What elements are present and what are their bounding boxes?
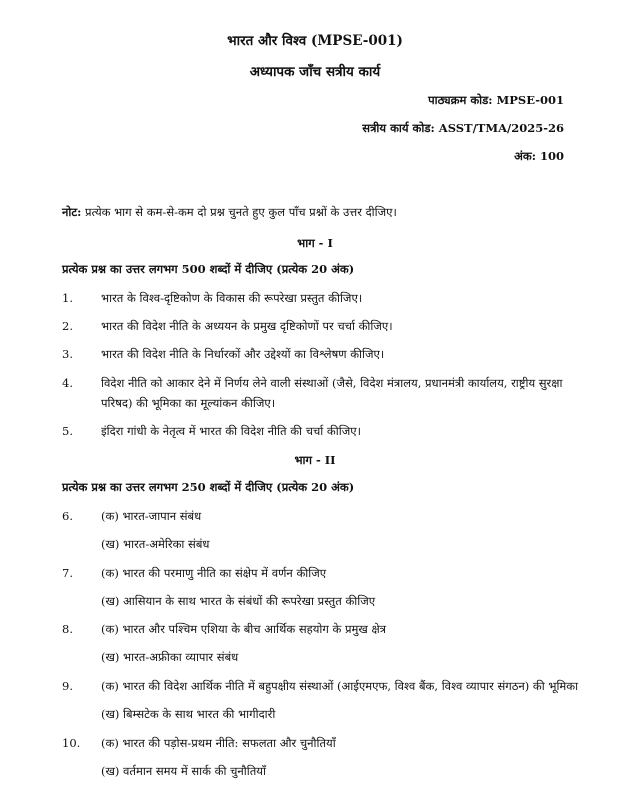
question-part-a: (क) भारत की विदेश आर्थिक नीति में बहुपक्षीय संस्थाओं (आईएमएफ, विश्व बैंक, विश्व व्यापार संगठन) की भूमिका [101, 679, 579, 693]
question-number: 8. [62, 622, 73, 636]
document-subtitle: अध्यापक जाँच सत्रीय कार्य [249, 64, 381, 80]
question-number: 2. [62, 319, 73, 333]
question-number: 6. [62, 509, 73, 523]
note-text: प्रत्येक भाग से कम-से-कम दो प्रश्न चुनते हुए कुल पाँच प्रश्नों के उत्तर दीजिए। [81, 205, 397, 219]
question-part-b: (ख) वर्तमान समय में सार्क की चुनौतियाँ [101, 764, 266, 778]
note-label: नोट: [62, 205, 82, 219]
question-part-b: (ख) बिम्सटेक के साथ भारत की भागीदारी [101, 707, 276, 721]
question-number: 9. [62, 679, 73, 693]
note [62, 205, 397, 221]
question-number: 3. [62, 347, 73, 361]
question-text: भारत के विश्व-दृष्टिकोण के विकास की रूपरेखा प्रस्तुत कीजिए। [101, 291, 363, 305]
question-number: 1. [62, 291, 73, 305]
total-marks: अंक: 100 [514, 149, 564, 163]
question-part-a: (क) भारत और पश्चिम एशिया के बीच आर्थिक सहयोग के प्रमुख क्षेत्र [101, 622, 387, 636]
question-text: इंदिरा गांधी के नेतृत्व में भारत की विदेश नीति की चर्चा कीजिए। [101, 424, 361, 438]
question-part-a: (क) भारत की परमाणु नीति का संक्षेप में वर्णन कीजिए [101, 566, 327, 580]
question-number: 5. [62, 424, 73, 438]
question-part-b: (ख) भारत-अमेरिका संबंध [101, 537, 210, 551]
part1-heading: भाग - I [297, 236, 333, 250]
question-part-b: (ख) आसियान के साथ भारत के संबंधों की रूपरेखा प्रस्तुत कीजिए [101, 594, 376, 608]
document-title: भारत और विश्व (MPSE-001) [227, 33, 403, 49]
part2-instruction: प्रत्येक प्रश्न का उत्तर लगभग 250 शब्दों में दीजिए (प्रत्येक 20 अंक) [62, 480, 355, 494]
assignment-code: सत्रीय कार्य कोड: ASST/TMA/2025-26 [362, 121, 564, 135]
part1-instruction: प्रत्येक प्रश्न का उत्तर लगभग 500 शब्दों में दीजिए (प्रत्येक 20 अंक) [62, 262, 355, 276]
question-part-a: (क) भारत की पड़ोस-प्रथम नीति: सफलता और चुनौतियाँ [101, 736, 336, 750]
course-code: पाठ्यक्रम कोड: MPSE-001 [428, 93, 564, 107]
question-text: भारत की विदेश नीति के निर्धारकों और उद्देश्यों का विश्लेषण कीजिए। [101, 347, 385, 361]
question-text: विदेश नीति को आकार देने में निर्णय लेने वाली संस्थाओं (जैसे, विदेश मंत्रालय, प्रधानमंत्री कार्यालय, राष्ट्रीय सुरक्षा परिषद) की भूमिका का मूल्यांकन कीजिए। [101, 376, 563, 411]
question-number: 10. [62, 736, 81, 750]
question-part-b: (ख) भारत-अफ्रीका व्यापार संबंध [101, 650, 239, 664]
question-text: भारत की विदेश नीति के अध्ययन के प्रमुख दृष्टिकोणों पर चर्चा कीजिए। [101, 319, 393, 333]
part2-heading: भाग - II [294, 453, 336, 467]
question-number: 7. [62, 566, 73, 580]
question-number: 4. [62, 376, 73, 390]
question-part-a: (क) भारत-जापान संबंध [101, 509, 202, 523]
